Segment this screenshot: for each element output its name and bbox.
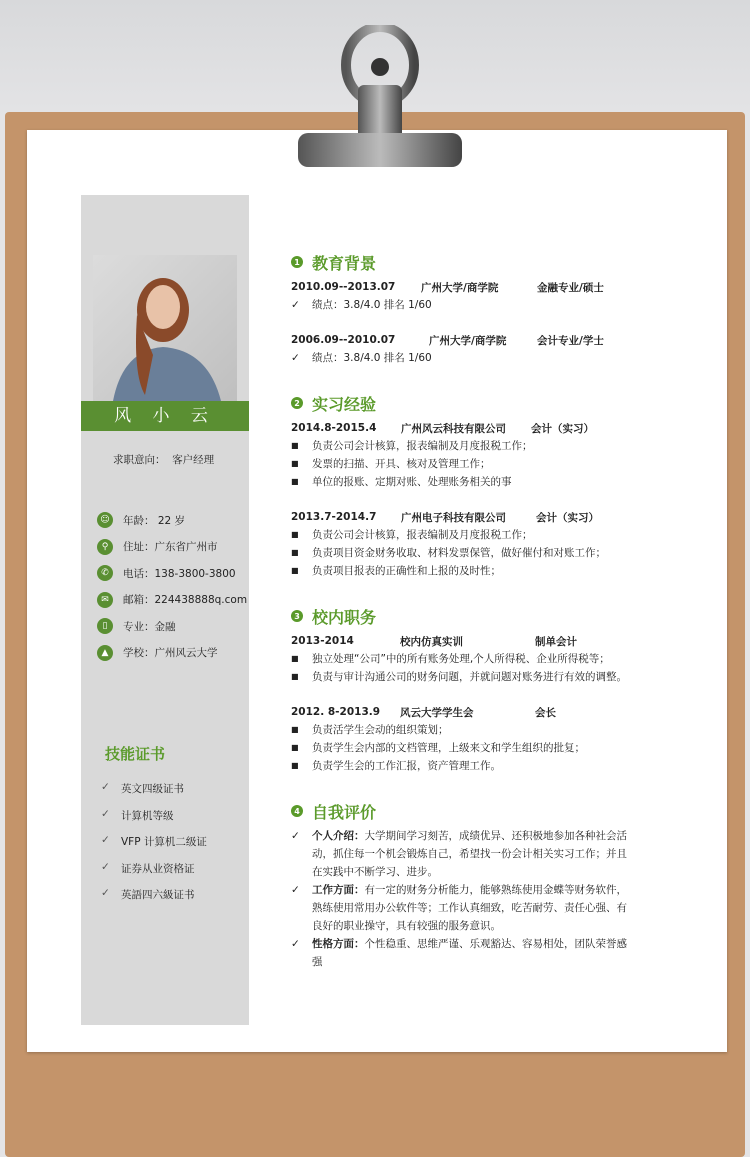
location-icon: ⚲ bbox=[97, 539, 113, 555]
list-item: ■ 负责学生会内部的文档管理，上级来文和学生组织的批复； bbox=[291, 739, 636, 757]
section-number: 3 bbox=[291, 610, 303, 622]
candidate-name: 风 小 云 bbox=[81, 401, 249, 431]
intern-entry-header: 2013.7-2014.7 广州电子科技有限公司 会计（实习） bbox=[291, 511, 599, 524]
self-item: ✓ 性格方面：个性稳重、思维严谨、乐观豁达、容易相处，团队荣誉感强 bbox=[291, 935, 636, 971]
check-icon: ✓ bbox=[291, 884, 300, 896]
bullet-icon: ■ bbox=[291, 530, 299, 539]
bullet-icon: ■ bbox=[291, 654, 299, 663]
list-item: ■ 单位的报账、定期对账、处理账务相关的事 bbox=[291, 473, 636, 491]
section-internship-title: 2 实习经验 bbox=[291, 391, 636, 415]
check-icon: ✓ bbox=[291, 352, 300, 364]
list-item: ■ 负责公司会计核算，报表编制及月度报税工作； bbox=[291, 437, 636, 455]
check-icon: ✓ bbox=[291, 299, 300, 311]
bullet-icon: ■ bbox=[291, 477, 299, 486]
bullet-icon: ■ bbox=[291, 761, 299, 770]
bullet-icon: ■ bbox=[291, 672, 299, 681]
info-text: 年龄： 22 岁 bbox=[123, 514, 186, 527]
campus-entry-header: 2012. 8-2013.9 风云大学学生会 会长 bbox=[291, 706, 556, 719]
job-intent: 求职意向： 客户经理 bbox=[113, 454, 215, 466]
check-icon: ✓ bbox=[291, 830, 300, 842]
skills-list bbox=[101, 781, 207, 914]
list-item: ■ 负责学生会的工作汇报，资产管理工作。 bbox=[291, 757, 636, 775]
edu-detail: ✓ 绩点：3.8/4.0 排名 1/60 bbox=[291, 296, 636, 314]
info-text: 住址：广东省广州市 bbox=[123, 541, 218, 554]
check-icon: ✓ bbox=[291, 938, 300, 950]
edu-entry-header: 2006.09--2010.07 广州大学/商学院 会计专业/学士 bbox=[291, 334, 604, 347]
info-text: 电话：138-3800-3800 bbox=[123, 567, 236, 580]
bullet-icon: ■ bbox=[291, 459, 299, 468]
section-self-title: 4 自我评价 bbox=[291, 799, 636, 823]
bullet-icon: ■ bbox=[291, 441, 299, 450]
intern-entry-header: 2014.8-2015.4 广州风云科技有限公司 会计（实习） bbox=[291, 422, 594, 435]
info-text: 邮箱：224438888q.com bbox=[123, 594, 248, 607]
list-item: ■ 负责活学生会动的组织策划； bbox=[291, 721, 636, 739]
skill-item: ✓ 证券从业资格证 bbox=[101, 861, 207, 888]
user-icon: ☺ bbox=[97, 512, 113, 528]
bullet-icon: ■ bbox=[291, 743, 299, 752]
check-icon: ✓ bbox=[101, 887, 110, 899]
section-number: 2 bbox=[291, 397, 303, 409]
info-text: 专业：金融 bbox=[123, 620, 176, 633]
profile-photo bbox=[93, 255, 237, 401]
list-item: ■ 负责项目报表的正确性和上报的及时性； bbox=[291, 562, 636, 580]
sidebar bbox=[81, 195, 249, 1025]
section-campus-title: 3 校内职务 bbox=[291, 604, 636, 628]
info-age bbox=[97, 507, 247, 534]
book-icon: ▯ bbox=[97, 618, 113, 634]
main-content bbox=[291, 250, 636, 971]
skills-title: 技能证书 bbox=[105, 745, 166, 763]
check-icon: ✓ bbox=[101, 781, 110, 793]
list-item: ■ 负责公司会计核算，报表编制及月度报税工作； bbox=[291, 526, 636, 544]
info-phone bbox=[97, 560, 247, 587]
skill-item: ✓ 英文四级证书 bbox=[101, 781, 207, 808]
list-item: ■ 发票的扫描、开具、核对及管理工作； bbox=[291, 455, 636, 473]
bullet-icon: ■ bbox=[291, 548, 299, 557]
check-icon: ✓ bbox=[101, 807, 110, 820]
info-text: 学校：广州风云大学 bbox=[123, 647, 218, 660]
skill-item: ✓ 计算机等级 bbox=[101, 808, 207, 835]
binder-clip-icon bbox=[298, 25, 462, 170]
campus-entry-header: 2013-2014 校内仿真实训 制单会计 bbox=[291, 635, 577, 648]
graduation-cap-icon: ▲ bbox=[97, 645, 113, 661]
info-school bbox=[97, 640, 247, 667]
list-item: ■ 负责项目资金财务收取、材料发票保管，做好催付和对账工作； bbox=[291, 544, 636, 562]
info-major bbox=[97, 613, 247, 640]
mail-icon: ✉ bbox=[97, 592, 113, 608]
skill-item: ✓ VFP 计算机二级证 bbox=[101, 834, 207, 861]
list-item: ■ 独立处理“公司”中的所有账务处理,个人所得税、企业所得税等； bbox=[291, 650, 636, 668]
self-item: ✓ 个人介绍：大学期间学习刻苦，成绩优异、还积极地参加各种社会活动，抓住每一个机会锻炼自己，希望找一份会计相关实习工作；并且在实践中不断学习、进步。 bbox=[291, 827, 636, 881]
self-item: ✓ 工作方面：有一定的财务分析能力，能够熟练使用金蝶等财务软件，熟练使用常用办公软件等；工作认真细致，吃苦耐劳、责任心强、有良好的职业操守，具有较强的服务意识。 bbox=[291, 881, 636, 935]
info-email bbox=[97, 587, 247, 614]
check-icon: ✓ bbox=[101, 834, 110, 846]
section-number: 1 bbox=[291, 256, 303, 268]
phone-icon: ✆ bbox=[97, 565, 113, 581]
list-item: ■ 负责与审计沟通公司的财务问题，并就问题对账务进行有效的调整。 bbox=[291, 668, 636, 686]
edu-entry-header: 2010.09--2013.07 广州大学/商学院 金融专业/硕士 bbox=[291, 281, 604, 294]
bullet-icon: ■ bbox=[291, 725, 299, 734]
check-icon: ✓ bbox=[101, 860, 110, 873]
skill-item: ✓ 英語四六級证书 bbox=[101, 887, 207, 914]
contact-info bbox=[97, 507, 247, 666]
info-address bbox=[97, 534, 247, 561]
bullet-icon: ■ bbox=[291, 566, 299, 575]
section-number: 4 bbox=[291, 805, 303, 817]
section-education-title: 1 教育背景 bbox=[291, 250, 636, 274]
edu-detail: ✓ 绩点：3.8/4.0 排名 1/60 bbox=[291, 349, 636, 367]
